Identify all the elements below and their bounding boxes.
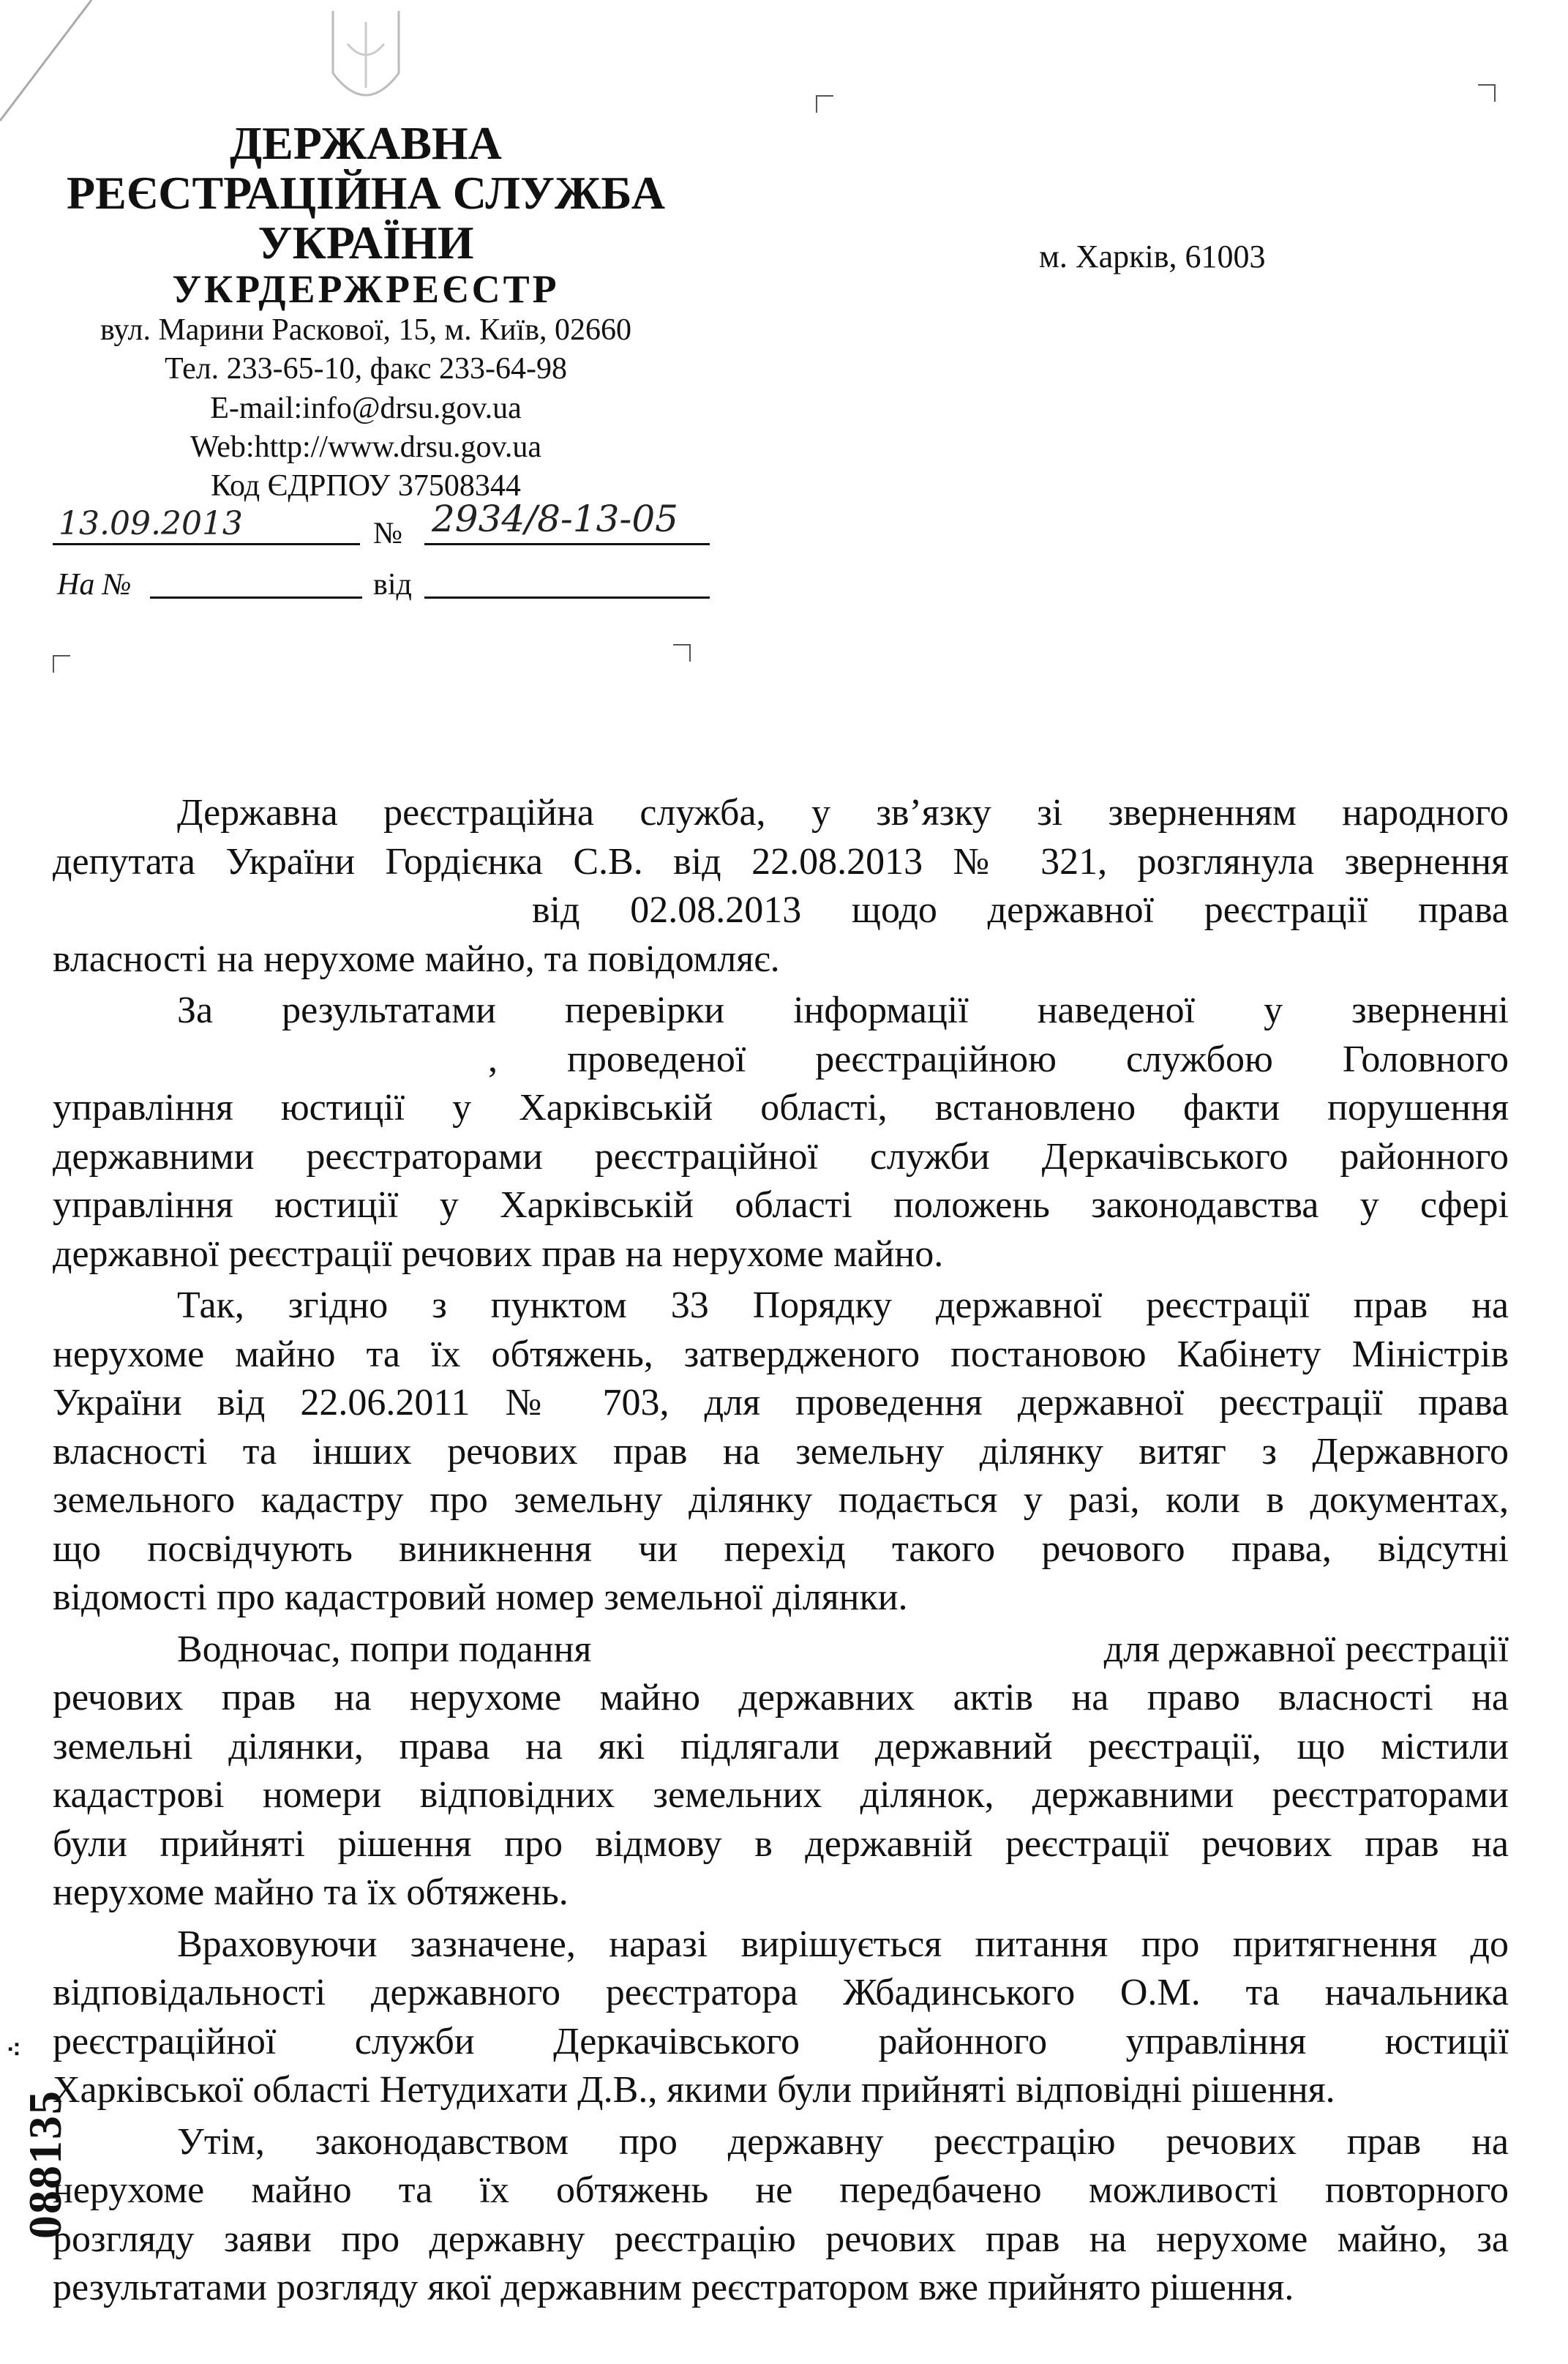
reference-label: На № [57, 568, 132, 602]
text-line: Враховуючи зазначене, наразі вирішується питання про притягнення до [177, 1923, 1509, 1965]
text-fragment: Водночас, попри подання [177, 1628, 592, 1670]
org-name-line3: УКРАЇНИ [258, 217, 474, 269]
text-line: депутата України Гордієнка С.В. від 22.08.2013 № 321, розглянула звернення [53, 840, 1509, 883]
org-name-line1: ДЕРЖАВНА [230, 117, 502, 169]
text-line: державними реєстраторами реєстраційної служби Деркачівського районного [53, 1135, 1509, 1178]
text-line: Харківської області Нетудихати Д.В., якими були прийняті відповідні рішення. [53, 2069, 1335, 2111]
text-line: речових прав на нерухоме майно державних актів на право власності на [53, 1677, 1509, 1718]
text-line: Державна реєстраційна служба, у зв’язку зі зверненням народного [177, 792, 1509, 834]
text-line: власності та інших речових прав на земельну ділянку витяг з Державного [53, 1430, 1509, 1473]
number-underline [424, 543, 710, 545]
text-line: України від 22.06.2011 № 703, для проведення державної реєстрації права [53, 1382, 1509, 1424]
text-line: Утім, законодавством про державну реєстрацію речових прав на [177, 2120, 1509, 2163]
org-code: Код ЄДРПОУ 37508344 [211, 469, 521, 503]
org-address: вул. Марини Раскової, 15, м. Київ, 02660 [100, 313, 632, 347]
from-underline [424, 596, 710, 599]
text-line: розгляду заяви про державну реєстрацію речових прав на нерухоме майно, за [53, 2218, 1509, 2260]
corner-mark [673, 644, 691, 662]
text-line: результатами розгляду якої державним реєстратором вже прийнято рішення. [53, 2267, 1294, 2308]
text-line: кадастрові номери відповідних земельних ділянок, державними реєстраторами [53, 1774, 1509, 1816]
paragraph-6 [53, 2118, 1509, 2313]
org-phone: Тел. 233-65-10, факс 233-64-98 [165, 352, 567, 386]
text-line: земельні ділянки, права на які підлягали державний реєстрації, що містили [53, 1725, 1509, 1768]
corner-mark [53, 655, 70, 673]
outgoing-number: 2934/8-13-05 [432, 498, 678, 540]
corner-mark [1478, 84, 1496, 102]
org-short-name: УКРДЕРЖРЕЄСТР [172, 267, 560, 311]
dots-mark: ⁖ [6, 2035, 22, 2065]
text-line: управління юстиції у Харківській області положень законодавства у сфері [53, 1184, 1509, 1226]
number-label: № [373, 517, 403, 550]
corner-mark [816, 95, 833, 113]
paragraph-3 [53, 1282, 1509, 1623]
paragraph-1 [53, 789, 1509, 984]
text-line: Так, згідно з пунктом 33 Порядку державної реєстрації прав на [177, 1284, 1509, 1326]
outgoing-date: 13.09.2013 [59, 505, 243, 542]
org-email: E-mail:info@drsu.gov.ua [210, 392, 522, 425]
recipient-city: м. Харків, 61003 [1039, 239, 1266, 274]
text-line: управління юстиції у Харківській області, встановлено факти порушення [53, 1087, 1509, 1129]
text-line: нерухоме майно та їх обтяжень. [53, 1871, 569, 1913]
paragraph-4 [53, 1626, 1509, 1918]
paragraph-5 [53, 1920, 1509, 2115]
text-line: реєстраційної служби Деркачівського районного управління юстиції [53, 2020, 1509, 2062]
from-label: від [373, 568, 412, 602]
fold-mark [0, 0, 95, 124]
text-line: земельного кадастру про земельну ділянку подається у разі, коли в документах, [53, 1479, 1509, 1521]
org-name-line2: РЕЄСТРАЦІЙНА СЛУЖБА [67, 167, 665, 219]
reference-underline [150, 596, 362, 599]
text-fragment: для державної реєстрації [1103, 1628, 1509, 1670]
text-line: що посвідчують виникнення чи перехід такого речового права, відсутні [53, 1527, 1509, 1570]
text-line: державної реєстрації речових прав на нерухоме майно. [53, 1233, 944, 1275]
text-line: нерухоме майно та їх обтяжень, затвердженого постановою Кабінету Міністрів [53, 1333, 1509, 1375]
text-line: За результатами перевірки інформації наведеної у зверненні [177, 990, 1509, 1031]
paragraph-2 [53, 987, 1509, 1279]
text-line: були прийняті рішення про відмову в державній реєстрації речових прав на [53, 1822, 1509, 1865]
text-line: відомості про кадастровий номер земельної ділянки. [53, 1576, 908, 1618]
org-web: Web:http://www.drsu.gov.ua [190, 430, 541, 464]
coat-of-arms-emblem [311, 7, 421, 117]
text-line: , проведеної реєстраційною службою Головного [488, 1038, 1509, 1080]
text-line: власності на нерухоме майно, та повідомляє. [53, 938, 780, 980]
text-line: відповідальності державного реєстратора Жбадинського О.М. та начальника [53, 1972, 1509, 2013]
date-underline [53, 543, 360, 545]
text-line: нерухоме майно та їх обтяжень не передбачено можливості повторного [53, 2169, 1509, 2211]
text-line: від 02.08.2013 щодо державної реєстрації права [532, 889, 1509, 931]
letter-body [53, 789, 1509, 2313]
serial-number: 088135 [19, 2090, 71, 2239]
text-line [53, 1626, 1509, 1675]
